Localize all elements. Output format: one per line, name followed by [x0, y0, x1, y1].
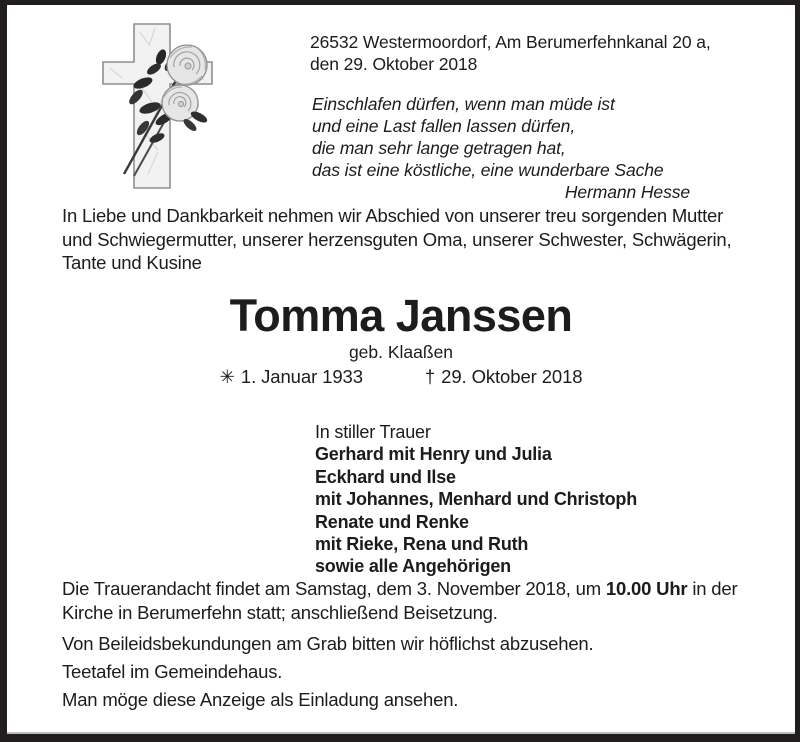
- tea-note: Teetafel im Gemeindehaus.: [62, 661, 283, 682]
- service-text-after: in der: [687, 578, 738, 599]
- quote-line: und eine Last fallen lassen dürfen,: [312, 116, 576, 136]
- deceased-name: Tomma Janssen: [229, 290, 573, 341]
- death-date-group: [425, 365, 583, 389]
- service-time: 10.00 Uhr: [605, 578, 688, 599]
- quote-attribution: Hermann Hesse: [564, 182, 690, 202]
- quote-line: Einschlafen dürfen, wenn man müde ist: [312, 94, 615, 114]
- notice-paper: [7, 5, 795, 734]
- mourner-line: Eckhard und Ilse: [315, 466, 456, 487]
- mourners-header: In stiller Trauer: [315, 422, 431, 442]
- service-text-before: Die Trauerandacht findet am Samstag, dem 3. November 2018, um: [62, 578, 606, 599]
- birth-star-icon: ✳: [219, 366, 235, 387]
- mourner-line: mit Johannes, Menhard und Christoph: [315, 489, 638, 510]
- cross-and-roses-icon: [100, 22, 232, 198]
- memorial-quote: [312, 93, 692, 203]
- quote-line: das ist eine köstliche, eine wunderbare Sache: [312, 160, 664, 180]
- intro-paragraph: [62, 204, 762, 275]
- mourner-line: mit Rieke, Rena und Ruth: [315, 534, 529, 555]
- birth-date: 1. Januar 1933: [240, 366, 363, 387]
- dateline-address: 26532 Westermoordorf, Am Berumerfehnkanal 20 a,: [310, 32, 711, 52]
- mourner-line: sowie alle Angehörigen: [315, 556, 511, 577]
- mourners-list: [315, 421, 637, 578]
- death-date: 29. Oktober 2018: [441, 366, 583, 387]
- maiden-name: geb. Klaaßen: [348, 342, 454, 362]
- mourner-line: Renate und Renke: [315, 511, 469, 532]
- birth-date-group: [219, 365, 362, 389]
- mourner-line: Gerhard mit Henry und Julia: [315, 444, 552, 465]
- dateline-date: den 29. Oktober 2018: [310, 54, 478, 74]
- invitation-note: Man möge diese Anzeige als Einladung ansehen.: [62, 689, 459, 710]
- condolence-note: Von Beileidsbekundungen am Grab bitten wir höflichst abzusehen.: [62, 633, 594, 654]
- death-cross-icon: †: [424, 366, 436, 387]
- intro-line: und Schwiegermutter, unserer herzensguten Oma, unserer Schwester, Schwägerin,: [62, 228, 732, 250]
- intro-line: Tante und Kusine: [62, 252, 202, 273]
- cross-and-roses-image: [100, 22, 232, 198]
- intro-line: In Liebe und Dankbarkeit nehmen wir Abschied von unserer treu sorgenden Mutter: [62, 205, 724, 226]
- service-info: [62, 577, 767, 624]
- life-dates: [7, 365, 795, 389]
- quote-line: die man sehr lange getragen hat,: [312, 138, 566, 158]
- dateline: [310, 31, 711, 75]
- service-line2: Kirche in Berumerfehn statt; anschließend Beisetzung.: [62, 601, 498, 623]
